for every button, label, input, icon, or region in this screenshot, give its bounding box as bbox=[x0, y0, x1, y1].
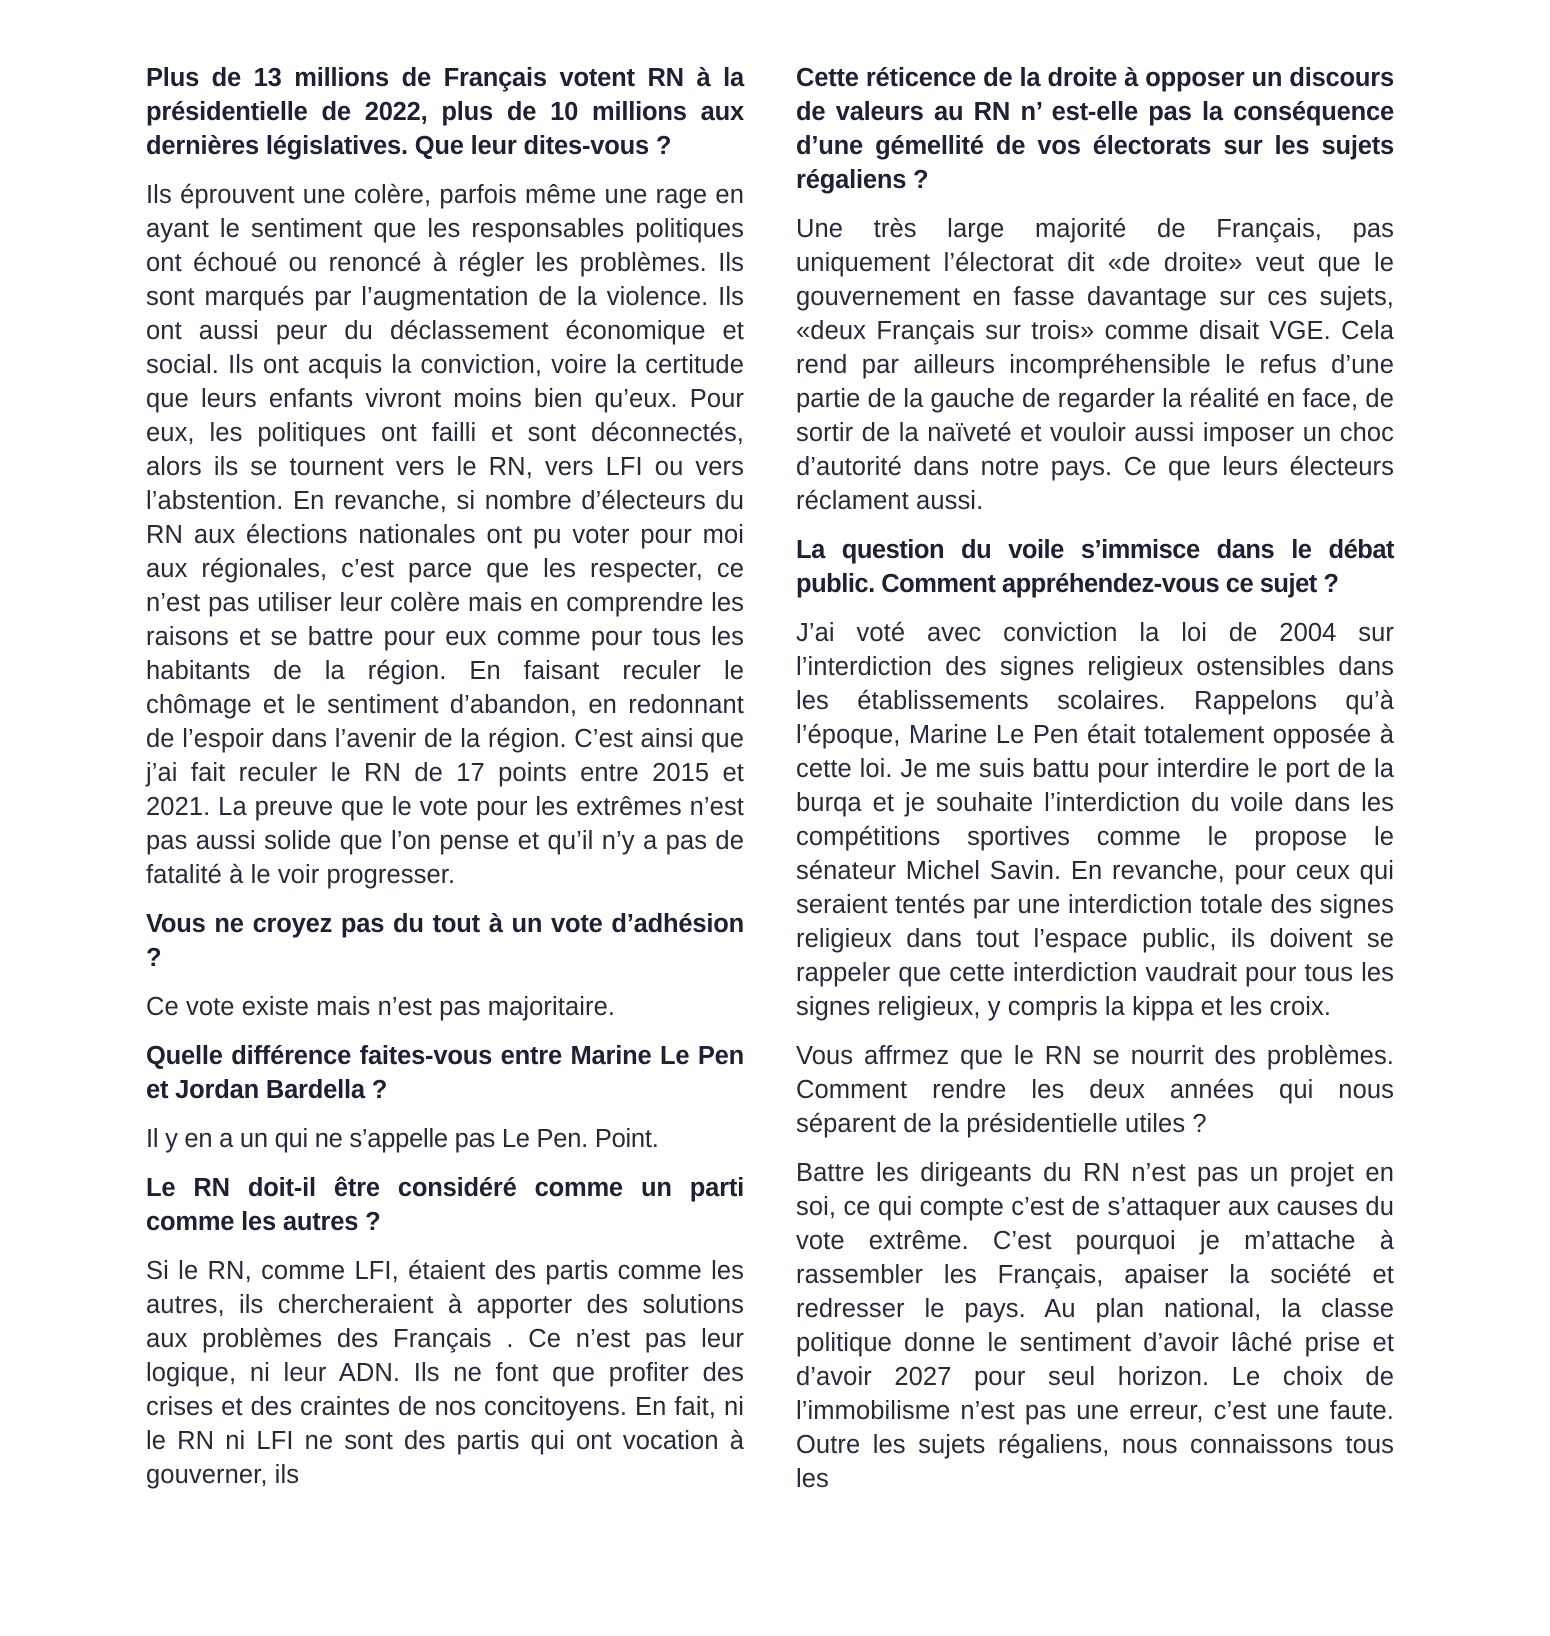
answer-paragraph: Il y en a un qui ne s’appelle pas Le Pen. Point. bbox=[146, 1125, 659, 1153]
answer-paragraph: Ils éprouvent une colère, parfois même une rage en ayant le sentiment que les responsables politiques ont échoué ou renoncé à régler les problèmes. Ils sont marqués par l’augmentation de la violence. Ils ont aussi peur du déclassement économique et social. Ils ont acquis la conviction, voire la certitude que leurs enfants vivront moins bien qu’eux. Pour eux, les politiques ont failli et sont déconnectés, alors ils se tournent vers le RN, vers LFI ou vers l’abstention. En revanche, si nombre d’électeurs du RN aux élections nationales ont pu voter pour moi aux régionales, c’est parce que les respecter, ce n’est pas utiliser leur colère mais en comprendre les raisons et se battre pour eux comme pour tous les habitants de la région. En faisant reculer le chômage et le sentiment d’abandon, en redonnant de l’espoir dans l’avenir de la région. C’est ainsi que j’ai fait reculer le RN de 17 points entre 2015 et 2021. La preuve que le vote pour les extrêmes n’est pas aussi solide que l’on pense et qu’il n’y a pas de fatalité à le voir progresser. bbox=[146, 181, 744, 889]
question-heading: La question du voile s’immisce dans le débat public. Comment appréhendez-vous ce sujet ? bbox=[796, 536, 1394, 598]
left-column bbox=[146, 61, 744, 1507]
answer-paragraph: Ce vote existe mais n’est pas majoritaire. bbox=[146, 993, 616, 1021]
answer-paragraph: Si le RN, comme LFI, étaient des partis comme les autres, ils chercheraient à apporter des solutions aux problèmes des Français . Ce n’est pas leur logique, ni leur ADN. Ils ne font que profiter des crises et des craintes de nos concitoyens. En fait, ni le RN ni LFI ne sont des partis qui ont vocation à gouverner, ils bbox=[146, 1257, 744, 1489]
question-heading: Le RN doit-il être considéré comme un parti comme les autres ? bbox=[146, 1174, 744, 1236]
right-column bbox=[796, 61, 1394, 1511]
question-heading: Plus de 13 millions de Français votent RN à la présidentielle de 2022, plus de 10 millions aux dernières législatives. Que leur dites-vous ? bbox=[146, 64, 744, 160]
question-heading: Quelle différence faites-vous entre Marine Le Pen et Jordan Bardella ? bbox=[146, 1042, 744, 1104]
answer-paragraph: Une très large majorité de Français, pas uniquement l’électorat dit «de droite» veut que le gouvernement en fasse davantage sur ces sujets, «deux Français sur trois» comme disait VGE. Cela rend par ailleurs incompréhensible le refus d’une partie de la gauche de regarder la réalité en face, de sortir de la naïveté et vouloir aussi imposer un choc d’autorité dans notre pays. Ce que leurs électeurs réclament aussi. bbox=[796, 215, 1394, 515]
question-heading: Cette réticence de la droite à opposer un discours de valeurs au RN n’ est-elle pas la conséquence d’une gémellité de vos électorats sur les sujets régaliens ? bbox=[796, 64, 1394, 194]
answer-paragraph: Battre les dirigeants du RN n’est pas un projet en soi, ce qui compte c’est de s’attaquer aux causes du vote extrême. C’est pourquoi je m’attache à rassembler les Français, apaiser la société et redresser le pays. Au plan national, la classe politique donne le sentiment d’avoir lâché prise et d’avoir 2027 pour seul horizon. Le choix de l’immobilisme n’est pas une erreur, c’est une faute. Outre les sujets régaliens, nous connaissons tous les bbox=[796, 1159, 1394, 1493]
answer-paragraph: J’ai voté avec conviction la loi de 2004 sur l’interdiction des signes religieux ostensibles dans les établissements scolaires. Rappelons qu’à l’époque, Marine Le Pen était totalement opposée à cette loi. Je me suis battu pour interdire le port de la burqa et je souhaite l’interdiction du voile dans les compétitions sportives comme le propose le sénateur Michel Savin. En revanche, pour ceux qui seraient tentés par une interdiction totale des signes religieux dans tout l’espace public, ils doivent se rappeler que cette interdiction vaudrait pour tous les signes religieux, y compris la kippa et les croix. bbox=[796, 619, 1394, 1021]
question-heading: Vous ne croyez pas du tout à un vote d’adhésion ? bbox=[146, 910, 744, 972]
answer-paragraph: Vous affrmez que le RN se nourrit des problèmes. Comment rendre les deux années qui nous séparent de la présidentielle utiles ? bbox=[796, 1042, 1394, 1138]
